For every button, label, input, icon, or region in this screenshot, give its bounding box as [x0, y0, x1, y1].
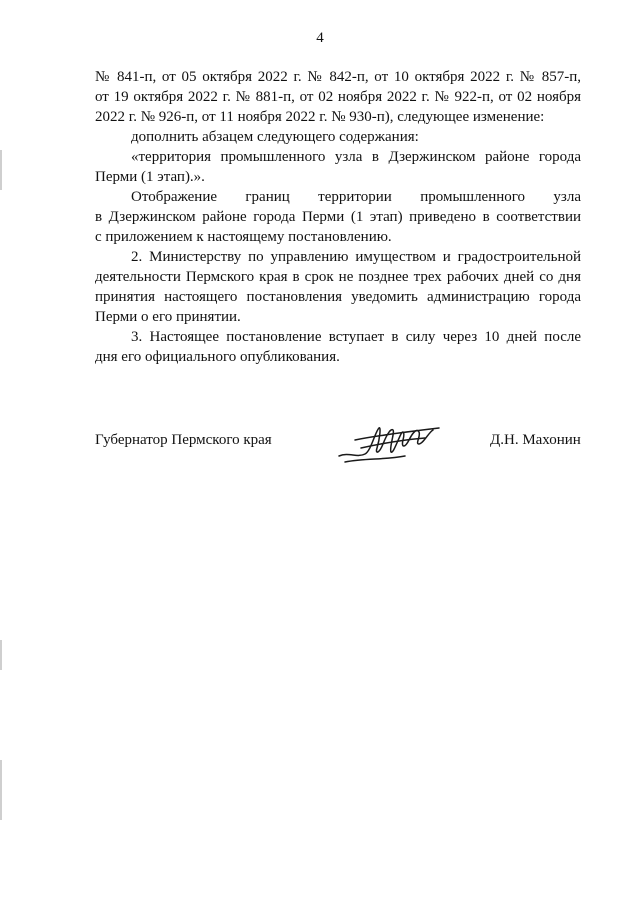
- paragraph-4-line-3: с приложением к настоящему постановлению.: [95, 229, 392, 245]
- paragraph-5-line-2: деятельности Пермского края в срок не позднее трех рабочих дней со дня: [95, 269, 581, 285]
- scan-edge-mark: [0, 640, 2, 670]
- paragraph-1-line-1: № 841-п, от 05 октября 2022 г. № 842-п, от 10 октября 2022 г. № 857-п,: [95, 69, 581, 85]
- paragraph-5-line-3: принятия настоящего постановления уведомить администрацию города: [95, 289, 581, 305]
- signatory-position: Губернатор Пермского края: [95, 432, 272, 448]
- scan-edge-mark: [0, 150, 2, 190]
- paragraph-3-line-2: Перми (1 этап).».: [95, 169, 205, 185]
- handwritten-signature: [335, 418, 445, 468]
- paragraph-2-line-1: дополнить абзацем следующего содержания:: [131, 129, 419, 145]
- paragraph-4-line-2: в Дзержинском районе города Перми (1 этап) приведено в соответствии: [95, 209, 581, 225]
- paragraph-1-line-3: 2022 г. № 926-п, от 11 ноября 2022 г. № 930-п), следующее изменение:: [95, 109, 545, 125]
- paragraph-3-line-1: «территория промышленного узла в Дзержинском районе города: [131, 149, 581, 165]
- page-number: 4: [316, 30, 324, 46]
- paragraph-4-line-1: Отображение границ территории промышленного узла: [131, 189, 581, 205]
- paragraph-5-line-4: Перми о его принятии.: [95, 309, 241, 325]
- paragraph-1-line-2: от 19 октября 2022 г. № 881-п, от 02 ноября 2022 г. № 922-п, от 02 ноября: [95, 89, 581, 105]
- scan-edge-mark: [0, 760, 2, 820]
- paragraph-5-line-1: 2. Министерству по управлению имуществом и градостроительной: [131, 249, 581, 265]
- paragraph-6-line-1: 3. Настоящее постановление вступает в силу через 10 дней после: [131, 329, 581, 345]
- paragraph-6-line-2: дня его официального опубликования.: [95, 349, 340, 365]
- signatory-name: Д.Н. Махонин: [490, 432, 581, 448]
